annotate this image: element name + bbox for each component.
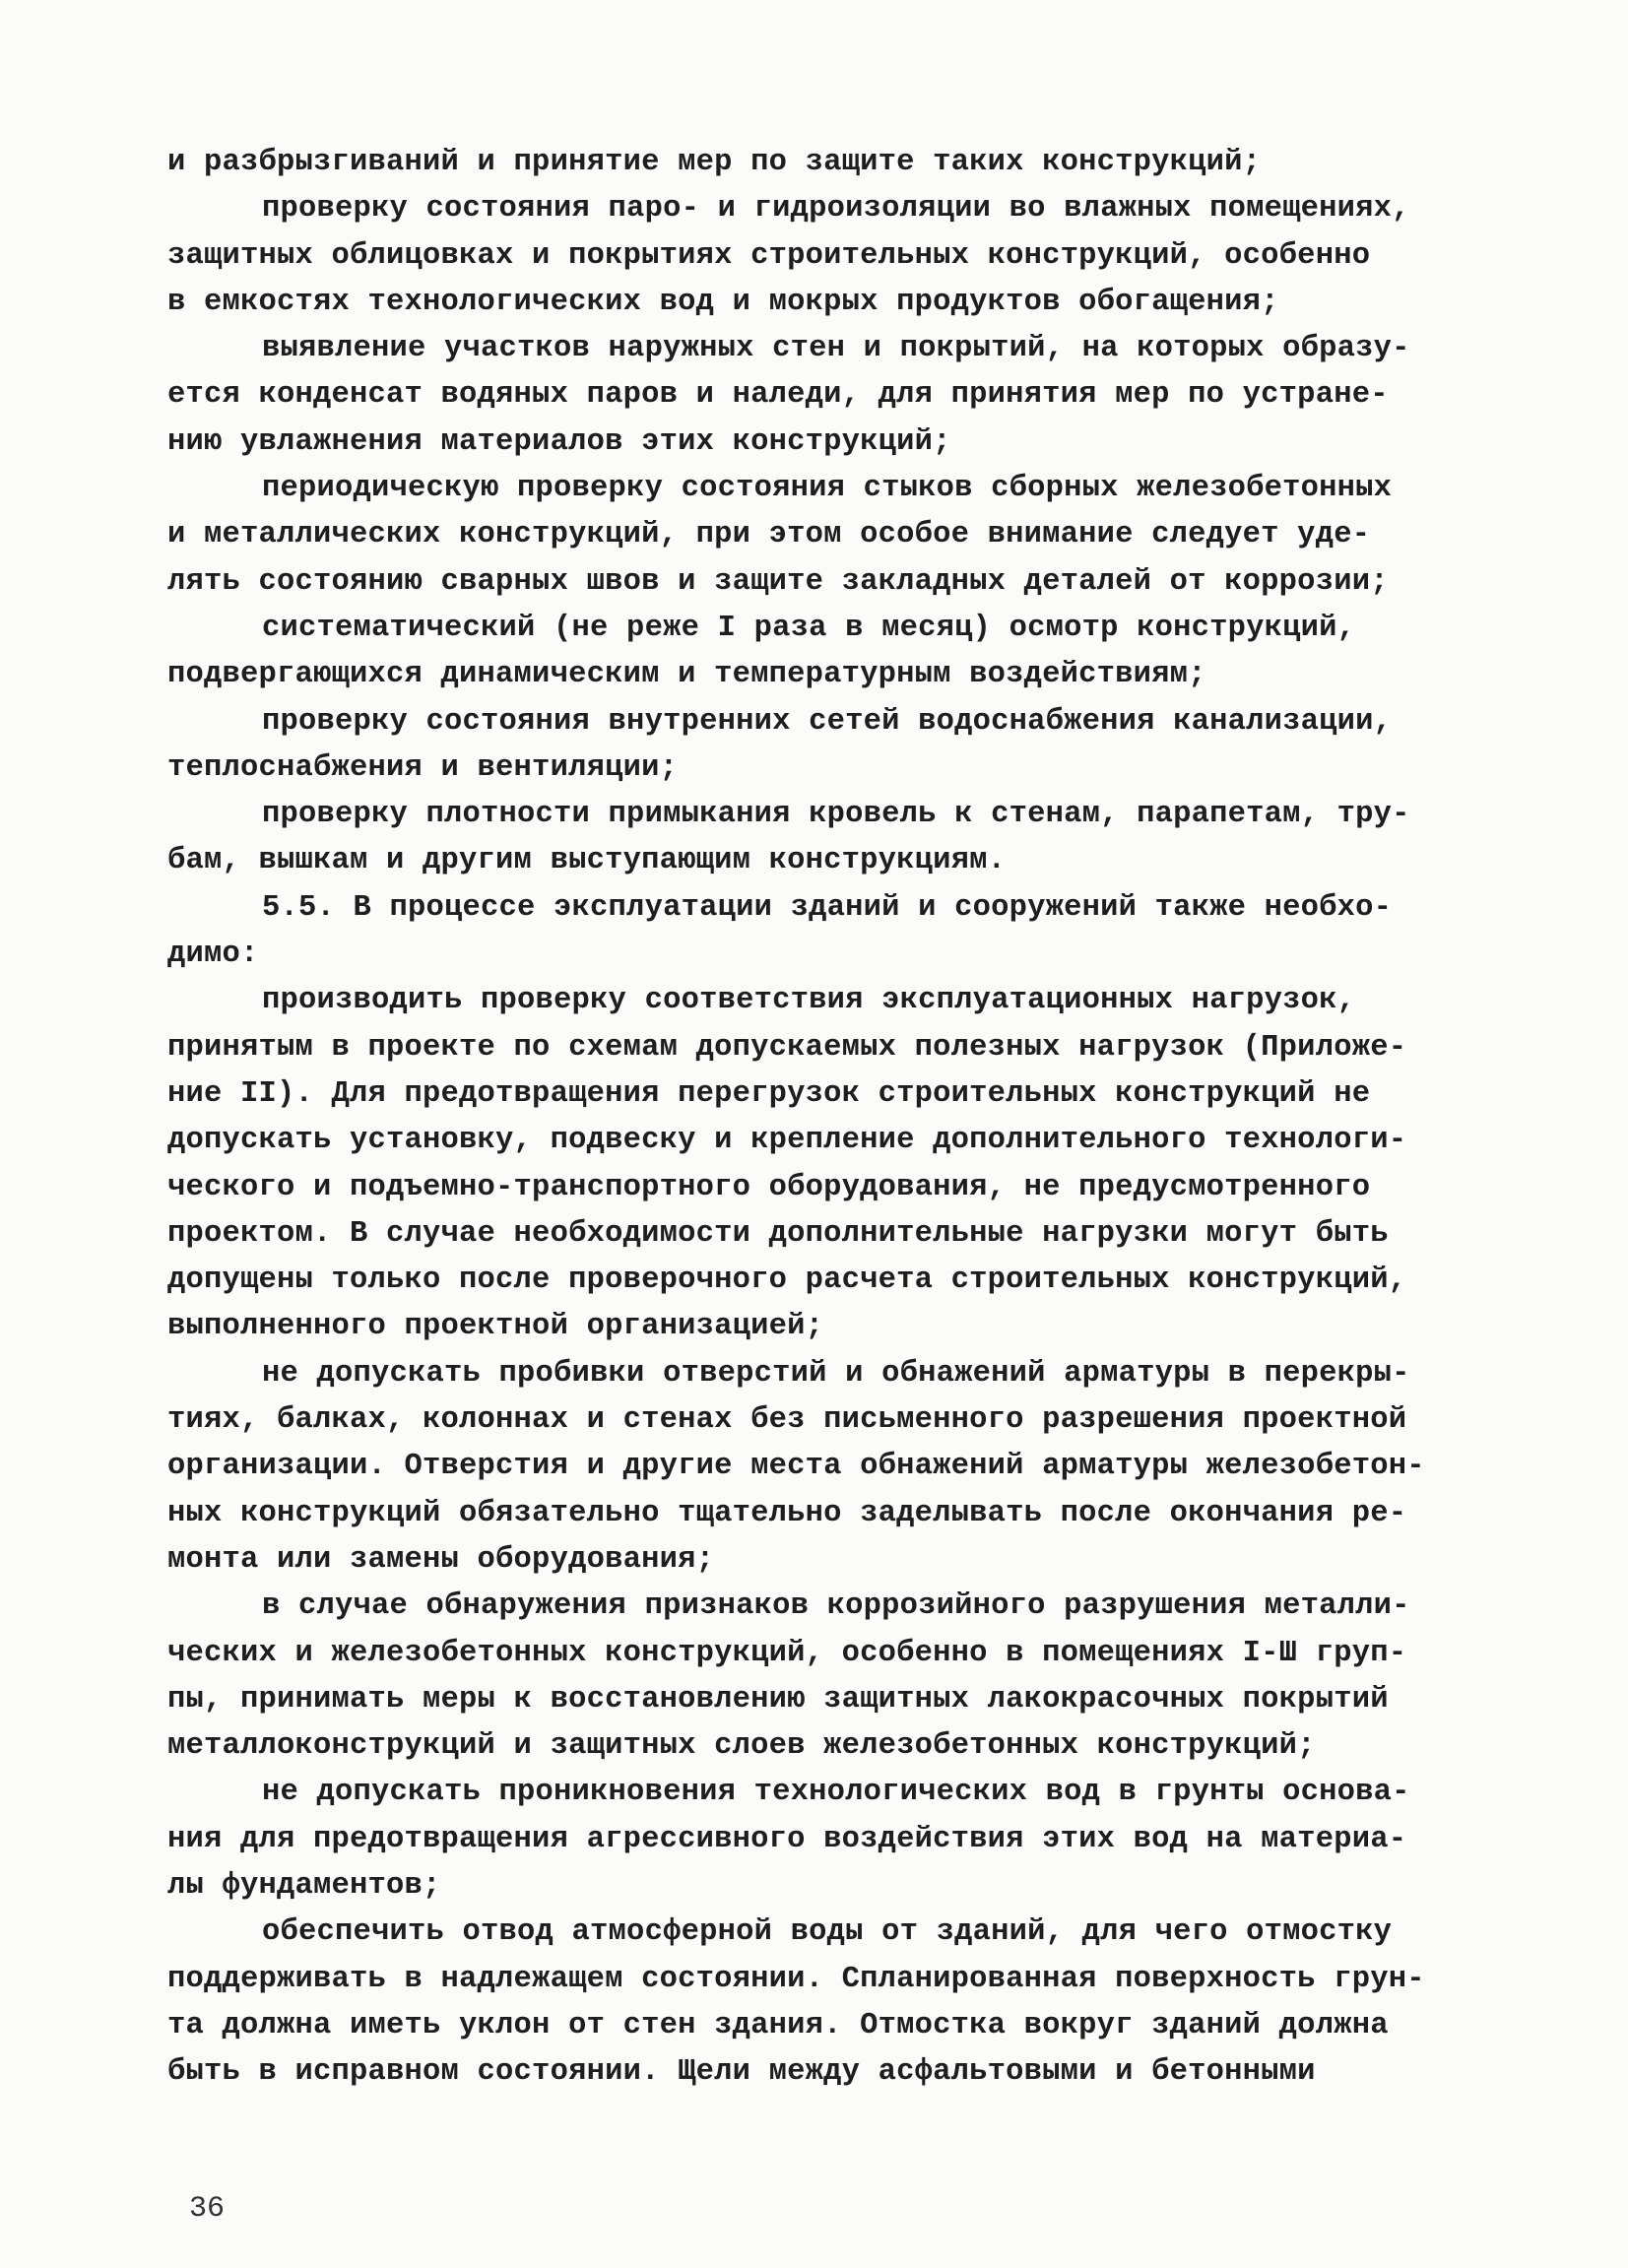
text-line: тиях, балках, колоннах и стенах без письменного разрешения проектной bbox=[167, 1403, 1407, 1438]
text-line: обеспечить отвод атмосферной воды от зданий, для чего отмостку bbox=[262, 1915, 1393, 1950]
text-line: в случае обнаружения признаков коррозийного разрушения металли- bbox=[262, 1589, 1410, 1624]
text-line: проверку плотности примыкания кровель к стенам, парапетам, тру- bbox=[262, 798, 1410, 832]
section-heading-line: 5.5. В процессе эксплуатации зданий и сооружений также необхо- bbox=[262, 890, 1393, 925]
text-line: теплоснабжения и вентиляции; bbox=[167, 750, 679, 785]
text-line: металлоконструкций и защитных слоев железобетонных конструкций; bbox=[167, 1729, 1316, 1764]
text-line: ния для предотвращения агрессивного воздействия этих вод на материа- bbox=[167, 1822, 1407, 1856]
text-line: и разбрызгиваний и принятие мер по защите таких конструкций; bbox=[167, 146, 1262, 179]
text-line: систематический (не реже I раза в месяц) осмотр конструкций, bbox=[262, 611, 1356, 645]
text-line: поддерживать в надлежащем состоянии. Спланированная поверхность грун- bbox=[167, 1962, 1425, 1996]
text-line: монта или замены оборудования; bbox=[167, 1542, 715, 1577]
text-line: периодическую проверку состояния стыков сборных железобетонных bbox=[262, 472, 1393, 506]
text-line: не допускать проникновения технологических вод в грунты основа- bbox=[262, 1776, 1410, 1810]
text-line: производить проверку соответствия эксплуатационных нагрузок, bbox=[262, 984, 1356, 1018]
text-line: быть в исправном состоянии. Щели между асфальтовыми и бетонными bbox=[167, 2055, 1316, 2090]
text-line: нию увлажнения материалов этих конструкций; bbox=[167, 424, 951, 459]
text-line: не допускать пробивки отверстий и обнажений арматуры в перекры- bbox=[262, 1356, 1410, 1391]
text-line: димо: bbox=[167, 938, 259, 972]
text-line: допущены только после проверочного расчета строительных конструкций, bbox=[167, 1264, 1407, 1298]
text-line: ческих и железобетонных конструкций, особенно в помещениях I-Ш груп- bbox=[167, 1636, 1407, 1670]
text-line: ных конструкций обязательно тщательно заделывать после окончания ре- bbox=[167, 1496, 1407, 1530]
text-line: в емкостях технологических вод и мокрых продуктов обогащения; bbox=[167, 285, 1279, 319]
text-line: пы, принимать меры к восстановлению защитных лакокрасочных покрытий bbox=[167, 1682, 1389, 1717]
text-line: подвергающихся динамическим и температурным воздействиям; bbox=[167, 658, 1206, 692]
text-line: выполненного проектной организацией; bbox=[167, 1310, 824, 1344]
text-line: ется конденсат водяных паров и наледи, для принятия мер по устране- bbox=[167, 378, 1389, 413]
body-text bbox=[167, 140, 1487, 2096]
text-line: организации. Отверстия и другие места обнажений арматуры железобетон- bbox=[167, 1450, 1425, 1484]
text-line: лы фундаментов; bbox=[167, 1868, 441, 1903]
text-line: проверку состояния внутренних сетей водоснабжения канализации, bbox=[262, 704, 1393, 739]
page-number: 36 bbox=[189, 2192, 226, 2226]
text-line: ческого и подъемно-транспортного оборудования, не предусмотренного bbox=[167, 1170, 1371, 1204]
text-line: бам, вышкам и другим выступающим конструкциям. bbox=[167, 844, 1007, 878]
text-line: допускать установку, подвеску и крепление дополнительного технологи- bbox=[167, 1124, 1407, 1158]
text-line: проектом. В случае необходимости дополнительные нагрузки могут быть bbox=[167, 1216, 1389, 1251]
text-line: лять состоянию сварных швов и защите закладных деталей от коррозии; bbox=[167, 564, 1389, 599]
text-line: проверку состояния паро- и гидроизоляции во влажных помещениях, bbox=[262, 192, 1410, 227]
text-line: ние II). Для предотвращения перегрузок строительных конструкций не bbox=[167, 1076, 1371, 1111]
text-line: выявление участков наружных стен и покрытий, на которых образу- bbox=[262, 332, 1410, 366]
text-line: защитных облицовках и покрытиях строительных конструкций, особенно bbox=[167, 238, 1371, 273]
text-line: принятым в проекте по схемам допускаемых полезных нагрузок (Приложе- bbox=[167, 1030, 1407, 1065]
text-line: та должна иметь уклон от стен здания. Отмостка вокруг зданий должна bbox=[167, 2008, 1389, 2042]
text-line: и металлических конструкций, при этом особое внимание следует уде- bbox=[167, 518, 1371, 552]
